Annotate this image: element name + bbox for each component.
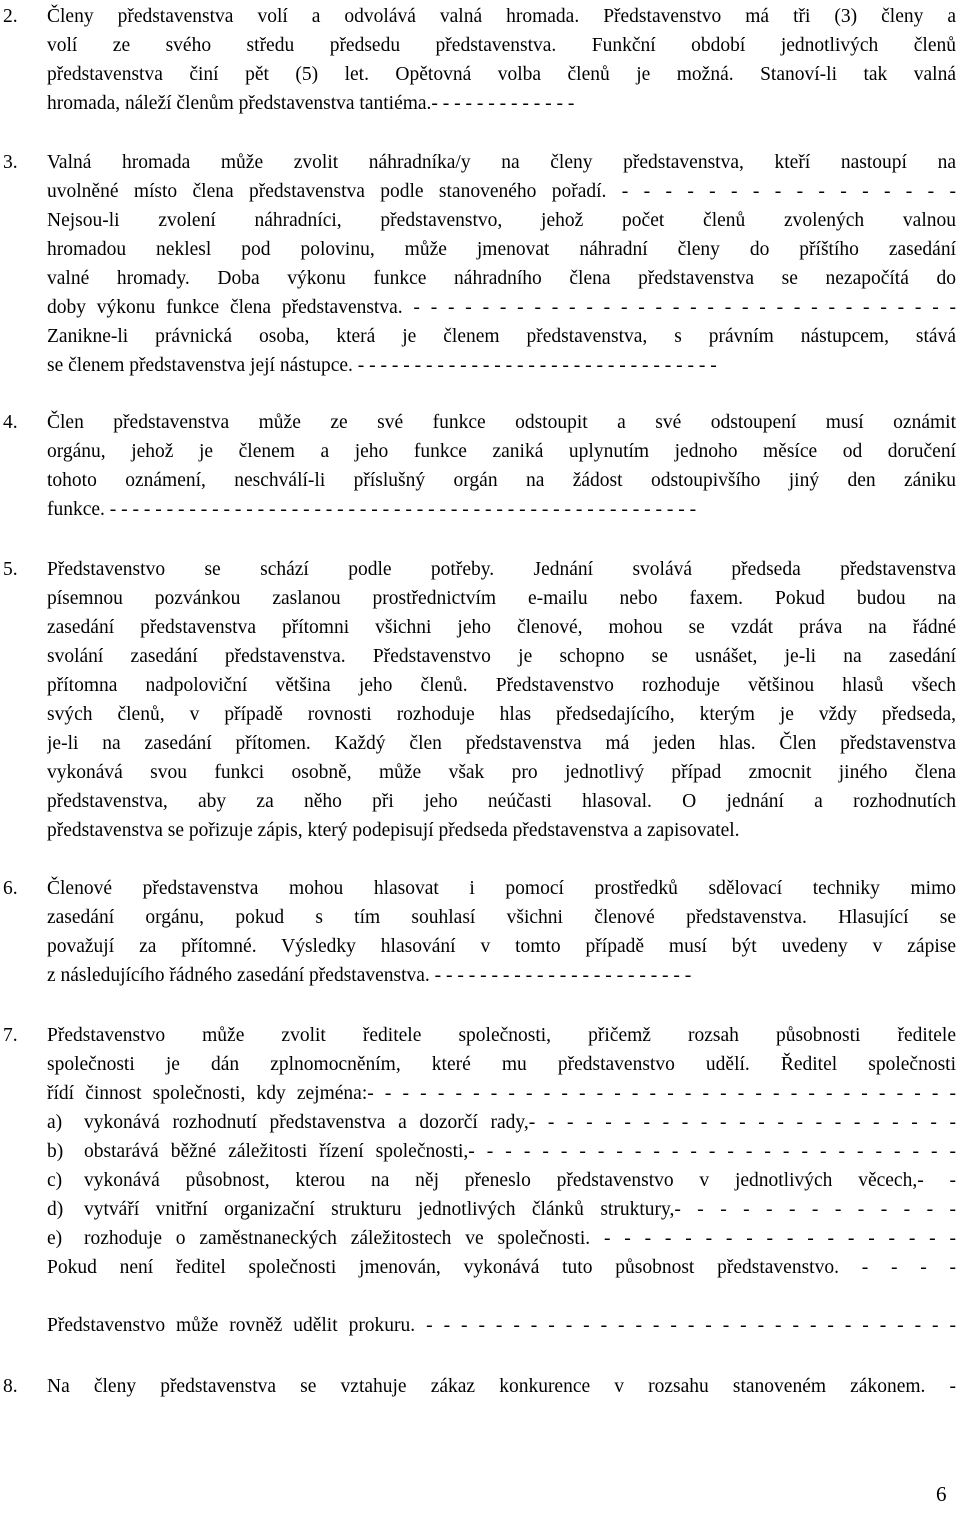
paragraph-line: představenstva, aby za něho při jeho neúčasti hlasoval. O jednání a rozhodnutích <box>47 791 956 812</box>
paragraph-line: orgánu, jehož je členem a jeho funkce zaniká uplynutím jednoho měsíce od doručení <box>47 441 956 462</box>
paragraph-line: je-li na zasedání přítomen. Každý člen představenstva má jeden hlas. Člen představenstva <box>47 733 956 754</box>
item-paragraph <box>47 2 956 118</box>
paragraph-line: hromada, náleží členům představenstva tantiéma.- - - - - - - - - - - - - <box>47 93 575 114</box>
paragraph-line: doby výkonu funkce člena představenstva. - - - - - - - - - - - - - - - - - - - - - - - - - - - - - - - - <box>47 297 956 318</box>
paragraph-line: představenstva se pořizuje zápis, který podepisují předseda představenstva a zapisovatel. <box>47 820 740 841</box>
sub-item-b <box>47 1137 956 1166</box>
paragraph-line: Členové představenstva mohou hlasovat i pomocí prostředků sdělovací techniky mimo <box>47 878 956 899</box>
paragraph-line: svolání zasedání představenstva. Představenstvo je schopno se usnášet, je-li na zasedání <box>47 646 956 667</box>
paragraph-line: funkce. - - - - - - - - - - - - - - - - - - - - - - - - - - - - - - - - - - - - - - - - - - - - - - - - - - - - <box>47 499 697 520</box>
sub-item-letter: d) <box>47 1199 64 1220</box>
spacer-line <box>47 1282 956 1311</box>
sub-item-letter: c) <box>47 1170 63 1191</box>
paragraph-line: Na členy představenstva se vztahuje zákaz konkurence v rozsahu stanoveném zákonem. - <box>47 1376 956 1397</box>
paragraph-line: valné hromady. Doba výkonu funkce náhradního člena představenstva se nezapočítá do <box>47 268 956 289</box>
paragraph-line: Představenstvo se schází podle potřeby. Jednání svolává předseda představenstva <box>47 559 956 580</box>
paragraph-line: zasedání orgánu, pokud s tím souhlasí všichni členové představenstva. Hlasující se <box>47 907 956 928</box>
sub-item-d <box>47 1195 956 1224</box>
paragraph-line: řídí činnost společnosti, kdy zejména:- - - - - - - - - - - - - - - - - - - - - - - - - - - - - - - - - - <box>47 1083 956 1104</box>
closing-line: Představenstvo může rovněž udělit prokuru. - - - - - - - - - - - - - - - - - - - - - - - - - - - - - - - <box>47 1315 956 1336</box>
item-number: 8. <box>3 1376 18 1397</box>
paragraph-line: tohoto oznámení, neschválí-li příslušný orgán na žádost odstoupivšího jiný den zániku <box>47 470 956 491</box>
paragraph-line: písemnou pozvánkou zaslanou prostřednictvím e-mailu nebo faxem. Pokud budou na <box>47 588 956 609</box>
paragraph-line: vykonává svou funkci osobně, může však pro jednotlivý případ zmocnit jiného člena <box>47 762 956 783</box>
paragraph-line: volí ze svého středu předsedu představenstva. Funkční období jednotlivých členů <box>47 35 956 56</box>
paragraph-line: svých členů, v případě rovnosti rozhoduje hlas předsedajícího, kterým je vždy předseda, <box>47 704 956 725</box>
item-paragraph <box>47 555 956 845</box>
paragraph-line: Valná hromada může zvolit náhradníka/y na členy představenstva, kteří nastoupí na <box>47 152 956 173</box>
item-number: 3. <box>3 152 18 173</box>
paragraph-line: Člen představenstva může ze své funkce odstoupit a své odstoupení musí oznámit <box>47 412 956 433</box>
item-paragraph <box>47 408 956 524</box>
paragraph-line: považují za přítomné. Výsledky hlasování v tomto případě musí být uvedeny v zápise <box>47 936 956 957</box>
sub-item-letter: a) <box>47 1112 63 1133</box>
item-paragraph <box>47 148 956 380</box>
item-number: 5. <box>3 559 18 580</box>
item-number: 2. <box>3 6 18 27</box>
paragraph-line: Nejsou-li zvolení náhradníci, představenstvo, jehož počet členů zvolených valnou <box>47 210 956 231</box>
item-number: 6. <box>3 878 18 899</box>
sub-item-letter: e) <box>47 1228 63 1249</box>
item-paragraph <box>47 874 956 990</box>
paragraph-line: hromadou neklesl pod polovinu, může jmenovat náhradní členy do příštího zasedání <box>47 239 956 260</box>
sub-item-c <box>47 1166 956 1195</box>
paragraph-line: zasedání představenstva přítomni všichni jeho členové, mohou se vzdát práva na řádné <box>47 617 956 638</box>
sub-item-text: vykonává působnost, kterou na něj přeneslo představenstvo v jednotlivých věcech,- - <box>84 1170 956 1191</box>
item-number: 7. <box>3 1025 18 1046</box>
sub-item-e <box>47 1224 956 1253</box>
page-number: 6 <box>936 1482 947 1506</box>
paragraph-line: se členem představenstva její nástupce. - - - - - - - - - - - - - - - - - - - - - - - - - - - - - - - - <box>47 355 717 376</box>
paragraph-line: Pokud není ředitel společnosti jmenován, vykonává tuto působnost představenstvo. - - - - <box>47 1257 956 1278</box>
item-paragraph <box>47 1372 956 1401</box>
sub-item-text: vykonává rozhodnutí představenstva a dozorčí rady,- - - - - - - - - - - - - - - - - - - - - - - <box>84 1112 956 1133</box>
paragraph-line: Zanikne-li právnická osoba, která je členem představenstva, s právním nástupcem, stává <box>47 326 956 347</box>
item-paragraph <box>47 1021 956 1340</box>
sub-item-text: obstarává běžné záležitosti řízení společnosti,- - - - - - - - - - - - - - - - - - - - - - - - - - - <box>84 1141 956 1162</box>
sub-item-text: vytváří vnitřní organizační strukturu jednotlivých článků struktury,- - - - - - - - - - - - - <box>84 1199 956 1220</box>
paragraph-line: uvolněné místo člena představenstva podle stanoveného pořadí. - - - - - - - - - - - - - - - - <box>47 181 956 202</box>
sub-item-text: rozhoduje o zaměstnaneckých záležitostech ve společnosti. - - - - - - - - - - - - - - - - - - <box>84 1228 956 1249</box>
paragraph-line: Členy představenstva volí a odvolává valná hromada. Představenstvo má tři (3) členy a <box>47 6 956 27</box>
paragraph-line: přítomna nadpoloviční většina jeho členů. Představenstvo rozhoduje většinou hlasů všech <box>47 675 956 696</box>
paragraph-line: společnosti je dán zplnomocněním, které mu představenstvo udělí. Ředitel společnosti <box>47 1054 956 1075</box>
paragraph-line: z následujícího řádného zasedání představenstva. - - - - - - - - - - - - - - - - - - - - - - - <box>47 965 692 986</box>
paragraph-line: představenstva činí pět (5) let. Opětovná volba členů je možná. Stanoví-li tak valná <box>47 64 956 85</box>
paragraph-line: Představenstvo může zvolit ředitele společnosti, přičemž rozsah působnosti ředitele <box>47 1025 956 1046</box>
sub-item-letter: b) <box>47 1141 64 1162</box>
item-number: 4. <box>3 412 18 433</box>
sub-item-a <box>47 1108 956 1137</box>
